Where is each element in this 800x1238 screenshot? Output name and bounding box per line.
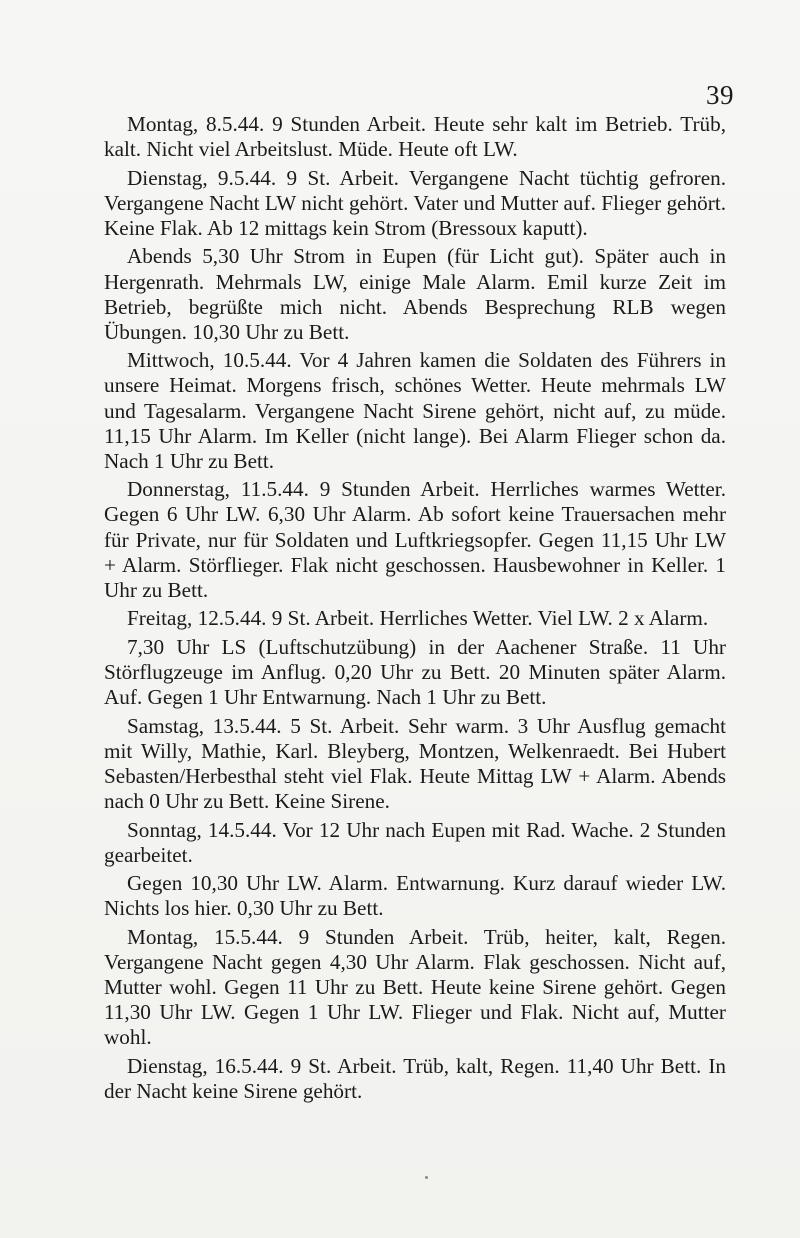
- paper-speck: [425, 1176, 428, 1179]
- diary-entry: Samstag, 13.5.44. 5 St. Arbeit. Sehr warm. 3 Uhr Ausflug gemacht mit Willy, Mathie, Karl. Bleyberg, Montzen, Welkenraedt. Bei Hubert Sebasten/Herbesthal steht viel Flak. Heute Mittag LW + Alarm. Abends nach 0 Uhr zu Bett. Keine Sirene.: [104, 713, 726, 813]
- diary-entry: Mittwoch, 10.5.44. Vor 4 Jahren kamen die Soldaten des Führers in unsere Heimat. Morgens frisch, schönes Wetter. Heute mehrmals LW und Tagesalarm. Vergangene Nacht Sirene gehört, nicht auf, zu müde. 11,15 Uhr Alarm. Im Keller (nicht lange). Bei Alarm Flieger schon da. Nach 1 Uhr zu Bett.: [104, 348, 726, 473]
- page-number: 39: [706, 80, 734, 110]
- diary-entry: Abends 5,30 Uhr Strom in Eupen (für Licht gut). Später auch in Hergenrath. Mehrmals LW, einige Male Alarm. Emil kurze Zeit im Betrieb, begrüßte mich nicht. Abends Besprechung RLB wegen Übungen. 10,30 Uhr zu Bett.: [104, 244, 726, 344]
- diary-entry: Dienstag, 9.5.44. 9 St. Arbeit. Vergangene Nacht tüchtig gefroren. Vergangene Nacht LW nicht gehört. Vater und Mutter auf. Flieger gehört. Keine Flak. Ab 12 mittags kein Strom (Bressoux kaputt).: [104, 165, 726, 240]
- diary-entry: Montag, 15.5.44. 9 Stunden Arbeit. Trüb, heiter, kalt, Regen. Vergangene Nacht gegen 4,30 Uhr Alarm. Flak geschossen. Nicht auf, Mutter wohl. Gegen 11 Uhr zu Bett. Heute keine Sirene gehört. Gegen 11,30 Uhr LW. Gegen 1 Uhr LW. Flieger und Flak. Nicht auf, Mutter wohl.: [104, 924, 726, 1050]
- diary-entry: Donnerstag, 11.5.44. 9 Stunden Arbeit. Herrliches warmes Wetter. Gegen 6 Uhr LW. 6,30 Uhr Alarm. Ab sofort keine Trauersachen mehr für Private, nur für Soldaten und Luftkriegsopfer. Gegen 11,15 Uhr LW + Alarm. Störflieger. Flak nicht geschossen. Hausbewohner in Keller. 1 Uhr zu Bett.: [104, 477, 726, 602]
- diary-entry: Montag, 8.5.44. 9 Stunden Arbeit. Heute sehr kalt im Betrieb. Trüb, kalt. Nicht viel Arbeitslust. Müde. Heute oft LW.: [104, 112, 726, 162]
- diary-entry: Sonntag, 14.5.44. Vor 12 Uhr nach Eupen mit Rad. Wache. 2 Stunden gearbeitet.: [104, 817, 726, 867]
- diary-entry: Gegen 10,30 Uhr LW. Alarm. Entwarnung. Kurz darauf wieder LW. Nichts los hier. 0,30 Uhr zu Bett.: [104, 871, 726, 921]
- diary-text: [104, 112, 726, 1104]
- diary-entry: Dienstag, 16.5.44. 9 St. Arbeit. Trüb, kalt, Regen. 11,40 Uhr Bett. In der Nacht keine Sirene gehört.: [104, 1053, 726, 1103]
- diary-entry: Freitag, 12.5.44. 9 St. Arbeit. Herrliches Wetter. Viel LW. 2 x Alarm.: [127, 606, 709, 631]
- diary-entry: 7,30 Uhr LS (Luftschutzübung) in der Aachener Straße. 11 Uhr Störflugzeuge im Anflug. 0,20 Uhr zu Bett. 20 Minuten später Alarm. Auf. Gegen 1 Uhr Entwarnung. Nach 1 Uhr zu Bett.: [104, 634, 726, 710]
